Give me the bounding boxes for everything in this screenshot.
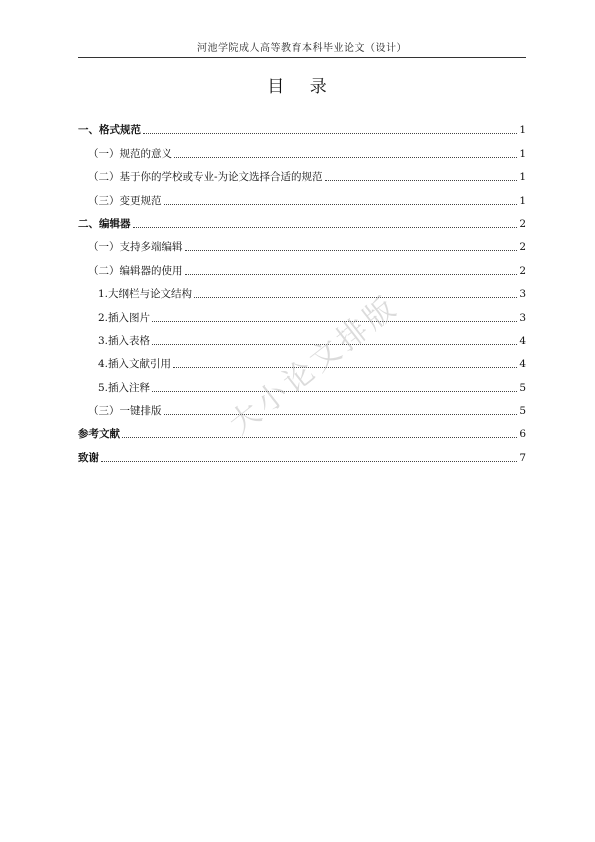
- toc-entry-references[interactable]: [78, 418, 526, 441]
- toc-entry-text: （一）规范的意义: [88, 147, 172, 160]
- toc-dot-leader: [122, 437, 517, 438]
- toc-entry-outline[interactable]: [78, 278, 526, 301]
- toc-entry-text: 致谢: [78, 451, 99, 464]
- toc-page-number: 2: [519, 264, 526, 277]
- toc-entry-acknowledgements[interactable]: [78, 441, 526, 464]
- toc-dot-leader: [325, 180, 518, 181]
- toc-entry-insert-citation[interactable]: [78, 348, 526, 371]
- toc-page-number: 1: [519, 147, 526, 160]
- toc-page-number: 1: [519, 124, 526, 137]
- toc-dot-leader: [101, 461, 517, 462]
- toc-page-number: 3: [519, 288, 526, 301]
- toc-page-number: 4: [519, 358, 526, 371]
- toc-page-number: 1: [519, 194, 526, 207]
- toc-dot-leader: [174, 157, 517, 158]
- toc-dot-leader: [194, 297, 517, 298]
- toc-entry-text: （二）基于你的学校或专业-为论文选择合适的规范: [88, 171, 323, 184]
- toc-entry-text: 3.插入表格: [98, 334, 151, 347]
- toc-dot-leader: [152, 344, 517, 345]
- toc-entry-insert-note[interactable]: [78, 371, 526, 394]
- toc-entry-format-spec[interactable]: [78, 114, 526, 137]
- toc-entry-editor-usage[interactable]: [78, 254, 526, 277]
- toc-entry-change-spec[interactable]: [78, 184, 526, 207]
- toc-entry-multi-device[interactable]: [78, 231, 526, 254]
- toc-page-number: 4: [519, 334, 526, 347]
- table-of-contents: [78, 114, 526, 465]
- toc-page-number: 2: [519, 217, 526, 230]
- toc-page-number: 2: [519, 241, 526, 254]
- toc-entry-text: 一、格式规范: [78, 124, 141, 137]
- toc-dot-leader: [164, 204, 518, 205]
- toc-dot-leader: [185, 274, 518, 275]
- toc-dot-leader: [152, 321, 517, 322]
- toc-entry-text: （一）支持多端编辑: [88, 241, 183, 254]
- toc-entry-text: 4.插入文献引用: [98, 358, 172, 371]
- toc-page-number: 3: [519, 311, 526, 324]
- toc-entry-text: 2.插入图片: [98, 311, 151, 324]
- toc-entry-text: 参考文献: [78, 428, 120, 441]
- toc-entry-one-click-layout[interactable]: [78, 395, 526, 418]
- toc-dot-leader: [152, 391, 517, 392]
- toc-dot-leader: [143, 133, 517, 134]
- watermark: 大小论文排版: [222, 288, 406, 442]
- toc-dot-leader: [164, 414, 518, 415]
- toc-page-number: 5: [519, 405, 526, 418]
- toc-entry-text: 二、编辑器: [78, 217, 131, 230]
- toc-dot-leader: [173, 367, 517, 368]
- toc-entry-insert-image[interactable]: [78, 301, 526, 324]
- toc-entry-choose-spec[interactable]: [78, 161, 526, 184]
- header-rule: [78, 57, 526, 58]
- toc-dot-leader: [133, 227, 518, 228]
- toc-page-number: 7: [519, 451, 526, 464]
- toc-entry-text: 5.插入注释: [98, 381, 151, 394]
- toc-entry-text: （三）变更规范: [88, 194, 162, 207]
- toc-entry-spec-meaning[interactable]: [78, 137, 526, 160]
- toc-entry-insert-table[interactable]: [78, 325, 526, 348]
- toc-page-number: 1: [519, 171, 526, 184]
- toc-entry-text: （二）编辑器的使用: [88, 264, 183, 277]
- toc-entry-editor[interactable]: [78, 208, 526, 231]
- toc-page-number: 5: [519, 381, 526, 394]
- toc-title: 目 录: [267, 77, 337, 97]
- toc-page-number: 6: [519, 428, 526, 441]
- running-header: 河池学院成人高等教育本科毕业论文（设计）: [197, 43, 407, 54]
- toc-entry-text: 1.大纲栏与论文结构: [98, 288, 193, 301]
- toc-entry-text: （三）一键排版: [88, 405, 162, 418]
- toc-dot-leader: [185, 250, 518, 251]
